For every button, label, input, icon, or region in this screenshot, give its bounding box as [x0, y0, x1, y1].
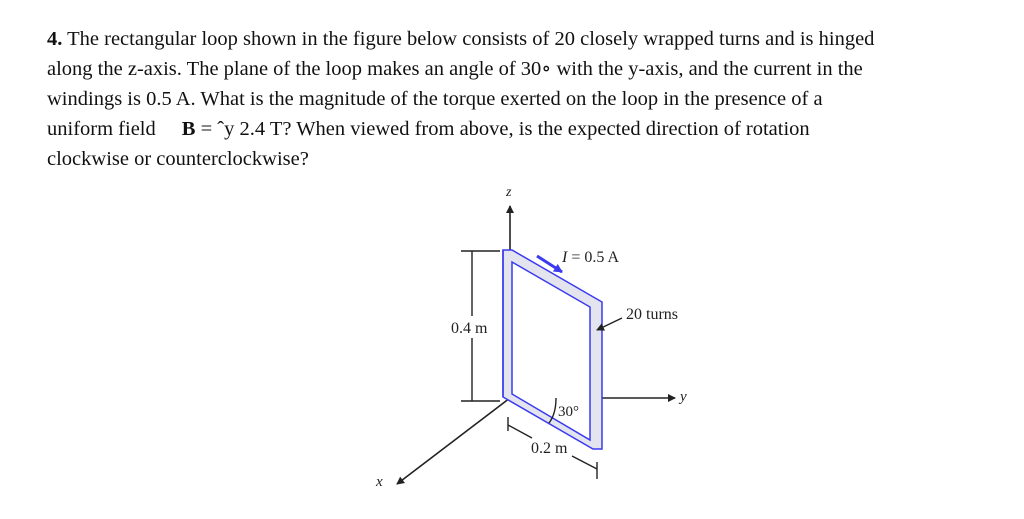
current-label: I = 0.5 A — [562, 249, 620, 266]
axis-z-label: z — [506, 185, 512, 200]
height-label: 0.4 m — [451, 320, 488, 337]
axis-y-label: y — [680, 389, 687, 405]
problem-text-4: uniform field — [47, 118, 156, 140]
axis-x-label: x — [376, 474, 383, 490]
field-symbol: B — [181, 118, 196, 140]
rectangular-loop — [503, 250, 602, 449]
angle-label: 30° — [558, 404, 579, 420]
problem-line-3: windings is 0.5 A. What is the magnitude of the torque exerted on the loop in the presence of a — [47, 88, 823, 110]
x-axis — [397, 398, 510, 484]
field-equation: = ˆy 2.4 T? When viewed from above, is the expected direction of rotation — [200, 118, 810, 140]
problem-line-2: along the z-axis. The plane of the loop makes an angle of 30∘ with the y-axis, and the current in the — [47, 58, 863, 80]
problem-number: 4. — [47, 28, 63, 50]
problem-line-5: clockwise or counterclockwise? — [47, 148, 309, 170]
turns-label: 20 turns — [626, 306, 678, 323]
width-label: 0.2 m — [531, 440, 568, 457]
problem-text-1: The rectangular loop shown in the figure below consists of 20 closely wrapped turns and is hinged — [67, 28, 875, 50]
